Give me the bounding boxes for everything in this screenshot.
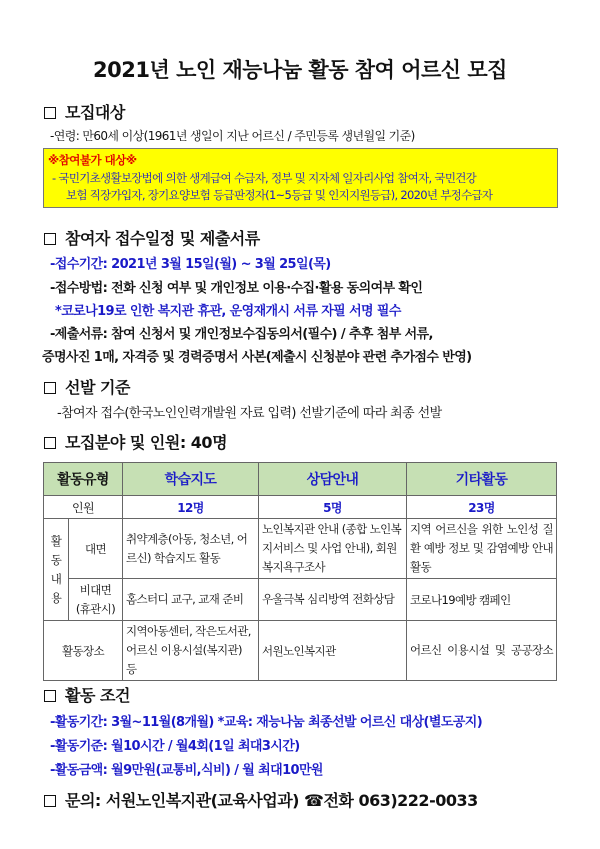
schedule-period: -접수기간: 2021년 3월 15일(월) ~ 3월 25일(목): [50, 257, 331, 272]
schedule-covid-note: *코로나19로 인한 복지관 휴관, 운영재개시 서류 자필 서명 필수: [55, 304, 401, 319]
table-row-place: [44, 621, 557, 681]
place-other: 어르신 이용시설 및 공공장소: [407, 621, 557, 681]
nonface-label: 비대면 (휴관시): [69, 579, 123, 621]
nonface-learning: 홈스터디 교구, 교재 준비: [123, 579, 259, 621]
nonface-other: 코로나19예방 캠페인: [407, 579, 557, 621]
schedule-method: -접수방법: 전화 신청 여부 및 개인정보 이용·수집·활용 동의여부 확인: [50, 281, 423, 296]
nonface-counsel: 우울극복 심리방역 전화상담: [259, 579, 407, 621]
header-counsel: 상담안내: [259, 463, 407, 496]
notice-heading: ※참여불가 대상※: [48, 153, 137, 167]
face-label: 대면: [69, 519, 123, 579]
header-other: 기타활동: [407, 463, 557, 496]
recruitment-table: [43, 462, 557, 681]
face-learning: 취약계층(아동, 청소년, 어르신) 학습지도 활동: [123, 519, 259, 579]
activity-content-label: 활동내용: [44, 519, 69, 621]
checkbox-square-icon: [44, 437, 56, 449]
table-row-nonface: [44, 579, 557, 621]
place-label: 활동장소: [44, 621, 123, 681]
section-fields-heading: 모집분야 및 인원: 40명: [44, 430, 227, 453]
conditions-pay: -활동금액: 월9만원(교통비,식비) / 월 최대10만원: [50, 763, 323, 778]
place-learning: 지역아동센터, 작은도서관, 어르신 이용시설(복지관) 등: [123, 621, 259, 681]
header-learning: 학습지도: [123, 463, 259, 496]
notice-body: [52, 170, 552, 204]
people-learning: 12명: [123, 496, 259, 519]
checkbox-square-icon: [44, 107, 56, 119]
section-selection-heading: 선발 기준: [44, 375, 130, 398]
contact-line: 문의: 서원노인복지관(교육사업과) ☎전화 063)222-0033: [44, 788, 478, 811]
page-title: 2021년 노인 재능나눔 활동 참여 어르신 모집: [93, 58, 507, 82]
target-age-text: -연령: 만60세 이상(1961년 생일이 지난 어르신 / 주민등록 생년월일 기준): [50, 129, 415, 143]
checkbox-square-icon: [44, 233, 56, 245]
table-row-people: [44, 496, 557, 519]
schedule-docs-line-1: -제출서류: 참여 신청서 및 개인정보수집동의서(필수) / 추후 첨부 서류,: [50, 327, 433, 342]
header-activity-type: 활동유형: [44, 463, 123, 496]
section-conditions-heading: 활동 조건: [44, 683, 130, 706]
notice-line-2: 보험 직장가입자, 장기요양보험 등급판정자(1~5등급 및 인지지원등급), 2020년 부정수급자: [66, 188, 493, 202]
conditions-standard: -활동기준: 월10시간 / 월4회(1일 최대3시간): [50, 739, 300, 754]
checkbox-square-icon: [44, 690, 56, 702]
table-header-row: [44, 463, 557, 496]
people-other: 23명: [407, 496, 557, 519]
section-target-heading: 모집대상: [44, 100, 125, 123]
notice-box: [43, 148, 558, 208]
checkbox-square-icon: [44, 795, 56, 807]
conditions-period: -활동기간: 3월~11월(8개월) *교육: 재능나눔 최종선발 어르신 대상(별도공지): [50, 715, 483, 730]
notice-line-1: - 국민기초생활보장법에 의한 생계급여 수급자, 정부 및 지자체 일자리사업 참여자, 국민건강: [52, 171, 477, 185]
people-label: 인원: [44, 496, 123, 519]
face-other: 지역 어르신을 위한 노인성 질환 예방 정보 및 감염예방 안내 활동: [407, 519, 557, 579]
schedule-docs-line-2: 증명사진 1매, 자격증 및 경력증명서 사본(제출시 신청분야 관련 추가점수 반영): [42, 350, 472, 365]
table-row-face: [44, 519, 557, 579]
place-counsel: 서원노인복지관: [259, 621, 407, 681]
checkbox-square-icon: [44, 382, 56, 394]
people-counsel: 5명: [259, 496, 407, 519]
face-counsel: 노인복지관 안내 (종합 노인복지서비스 및 사업 안내), 회원 복지욕구조사: [259, 519, 407, 579]
section-schedule-heading: 참여자 접수일정 및 제출서류: [44, 226, 260, 249]
selection-text: -참여자 접수(한국노인인력개발원 자료 입력) 선발기준에 따라 최종 선발: [57, 406, 442, 421]
